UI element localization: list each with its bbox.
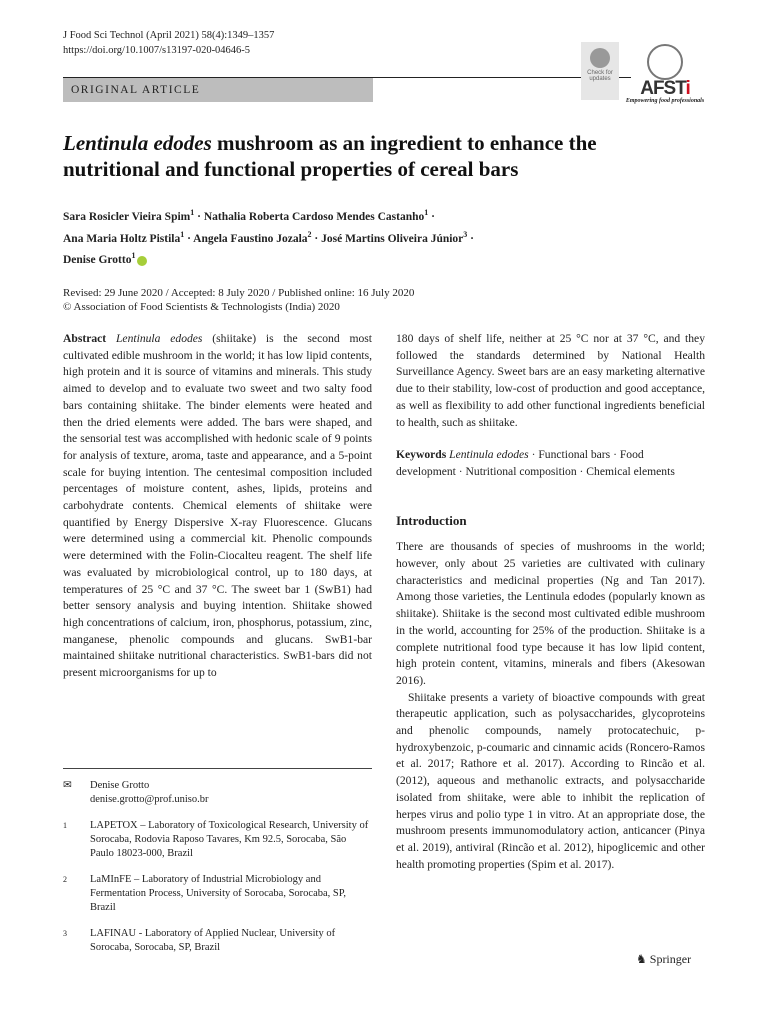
abstract-label: Abstract: [63, 332, 107, 345]
affiliation-number: 2: [63, 875, 67, 884]
corr-email[interactable]: denise.grotto@prof.uniso.br: [90, 794, 209, 805]
title-italic: Lentinula edodes: [63, 131, 212, 155]
affiliation: [63, 927, 372, 955]
journal-info: [63, 28, 274, 58]
publisher: Springer: [649, 952, 692, 966]
author-name: Nathalia Roberta Cardoso Mendes Castanho: [203, 210, 425, 223]
afsti-logo: [622, 44, 708, 102]
left-column: [63, 331, 372, 682]
author-name: José Martins Oliveira Júnior: [321, 232, 464, 245]
affiliation-text: LaMInFE – Laboratory of Industrial Microbiology and Fermentation Process, University of Sorocaba, Sorocaba, SP, Brazil: [90, 874, 347, 913]
affiliation-text: LAFINAU - Laboratory of Applied Nuclear, University of Sorocaba, Sorocaba, SP, Brazil: [90, 928, 336, 953]
author-affiliation: 2: [307, 229, 312, 239]
logo-tagline: Empowering food professionals: [625, 98, 705, 104]
intro-paragraph-2: Shiitake presents a variety of bioactive compounds with great therapeutic application, such as polysaccharides, glycoproteins and phenolic compounds, namely protocatechuic, p-hydroxybenzoic, p-coumaric and cinnamic acids (Roncero-Ramos et al. 2017; Rathore et al. 2017). According to Rincão et al. (2012), aqueous and methanolic extracts, and polysaccharide isolated from shiitake, were able to inhibit the replication of herpes virus and polio type 1 in vitro. At an appropriate dose, the mushroom presents immunomodulatory action, anticancer (Pinya et al. 2019), antiviral (Rincão et al. 2012), hipoglicemic and other health promoting properties (Spim et al. 2017).: [396, 690, 705, 871]
article-type-banner: ORIGINAL ARTICLE: [63, 78, 373, 102]
envelope-icon: ✉: [63, 780, 72, 791]
affiliation: [63, 873, 372, 915]
author-affiliation: 1: [131, 251, 136, 261]
doi-link[interactable]: https://doi.org/10.1007/s13197-020-04646-5: [63, 45, 251, 56]
separator: ·: [428, 210, 435, 223]
author: [321, 229, 468, 245]
abstract: [63, 331, 372, 682]
keywords-text: · Functional bars · Food development · Nutritional composition · Chemical elements: [396, 448, 675, 478]
author-affiliation: 1: [180, 229, 185, 239]
abstract-italic: Lentinula edodes: [115, 332, 203, 345]
springer-logo: [636, 952, 691, 967]
affiliation-text: LAPETOX – Laboratory of Toxicological Research, University of Sorocaba, Rodovia Raposo Tavares, Km 92.5, Sorocaba, São Paulo 18023-000, Brazil: [90, 820, 369, 859]
separator: ·: [311, 232, 322, 245]
logo-word: [622, 80, 708, 98]
author: [193, 229, 312, 245]
author-list: [63, 204, 663, 269]
citation: J Food Sci Technol (April 2021) 58(4):1349–1357: [63, 30, 275, 41]
footnotes: [63, 768, 372, 955]
correspondence: [63, 779, 372, 807]
intro-paragraph-1: There are thousands of species of mushrooms in the world; however, only about 25 varieties are cultivated with culinary characteristics and medicinal properties (Ng and Tan 2017). Among those varieties, the Lentinula edodes (popularly known as shiitake). Shiitake is the second most cultivated edible mushroom in the world, accounting for 25% of the production. Shiitake is a complete nutritional food type because it has low lipid content, high protein content, vitamins, minerals and fibers (Akesowan 2016).: [396, 540, 705, 687]
logo-b: i: [685, 78, 690, 99]
seal-icon: [647, 44, 683, 80]
orcid-icon[interactable]: [137, 256, 147, 266]
logo-a: AFST: [640, 78, 686, 99]
dates: [63, 286, 414, 314]
affiliation-number: 1: [63, 821, 67, 830]
abstract-text: (shiitake) is the second most cultivated edible mushroom in the world; it has low lipid contents, high protein and it is source of vitamins and minerals. This study aimed to develop and to evaluate two sweet and two salty food bars containing shiitake. The binder elements were heated and then the dried elements were added. The bars were shaped, and the sensorial test was accomplished with hedonic scale of 9 points for analysis of texture, aroma, taste and appearance, and a 5-point scale for buying intention. The centesimal composition included percentages of moisture content, ashes, lipids, proteins and carbohydrate contents. Chemical elements of shiitake were quantified by Energy Dispersive X-ray Fluorescence. Glucans were determined using a commercial kit. Phenolic compounds were determined with the Folin-Ciocalteu reagent. The shelf life was evaluated by microbiological control, up to 180 days, at temperatures of 25 °C and 37 °C. The sweet bar 1 (SwB1) had better sensory analysis and buying intention. Shiitake showed high concentrations of calcium, iron, phosphorus, potassium, zinc, manganese, phenolic compounds and glucans. SwB1-bar maintained shiitake nutritional characteristics. SwB1-bars did not present microorganisms for up to: [63, 332, 372, 680]
separator: ·: [467, 232, 474, 245]
check-for-updates-badge[interactable]: [581, 42, 619, 100]
corr-name: Denise Grotto: [90, 780, 150, 791]
author-affiliation: 3: [463, 229, 468, 239]
right-column: [396, 331, 705, 873]
keywords-label: Keywords: [396, 448, 447, 462]
abstract-continued: 180 days of shelf life, neither at 25 °C nor at 37 °C, and they followed the standards determined by National Health Surveillance Agency. Sweet bars are an easy marketing alternative due to their stability, low-cost of production and good acceptance, as well as flexibility to add other functional ingredients beneficial to health, such as shiitake.: [396, 332, 705, 429]
author-affiliation: 1: [190, 208, 195, 217]
author: [63, 251, 136, 267]
author-name: Angela Faustino Jozala: [193, 232, 308, 245]
keyword-italic: Lentinula edodes: [449, 448, 529, 462]
springer-horse-icon: ♞: [636, 952, 650, 966]
copyright: © Association of Food Scientists & Technologists (India) 2020: [63, 301, 340, 313]
author-name: Sara Rosicler Vieira Spim: [63, 210, 191, 223]
publication-dates: Revised: 29 June 2020 / Accepted: 8 July 2020 / Published online: 16 July 2020: [63, 287, 415, 299]
title-rest: mushroom as an ingredient to enhance the nutritional and functional properties of cereal bars: [63, 131, 597, 181]
author-name: Ana Maria Holtz Pistila: [63, 232, 181, 245]
keywords: [396, 447, 705, 480]
check-label: Check for updates: [587, 70, 613, 82]
author-name: Denise Grotto: [63, 254, 132, 267]
author: [203, 208, 429, 223]
affiliation-number: 3: [63, 929, 67, 938]
affiliation: [63, 819, 372, 861]
separator: ·: [184, 232, 194, 245]
separator: ·: [194, 210, 204, 223]
update-icon: [590, 48, 610, 68]
author: [63, 229, 185, 245]
author: [63, 208, 195, 223]
paper-title: [63, 130, 663, 182]
author-affiliation: 1: [424, 208, 429, 217]
section-heading-introduction: Introduction: [396, 512, 467, 528]
